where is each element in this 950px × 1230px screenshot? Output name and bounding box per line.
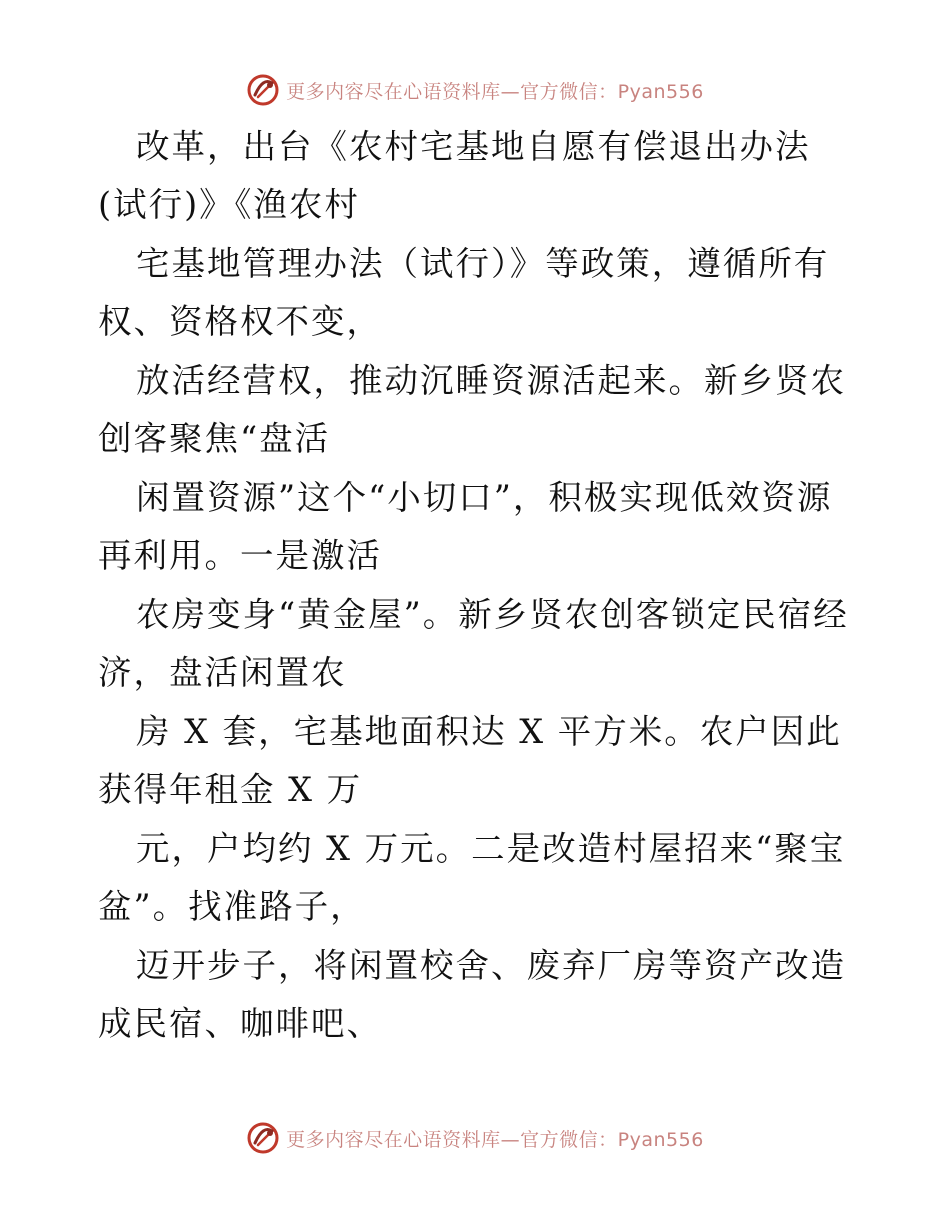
header-banner <box>0 70 950 110</box>
paragraph-3: 放活经营权，推动沉睡资源活起来。新乡贤农创客聚焦“盘活 <box>98 361 846 458</box>
paragraph-6: 房 X 套，宅基地面积达 X 平方米。农户因此获得年租金 X 万 <box>98 712 842 809</box>
paragraph-4: 闲置资源”这个“小切口”，积极实现低效资源再利用。一是激活 <box>98 478 833 575</box>
footer-banner <box>0 1118 950 1158</box>
header-banner-text: 更多内容尽在心语资料库—官方微信：Pyan556 <box>286 80 704 103</box>
paragraph-2: 宅基地管理办法（试行）》等政策，遵循所有权、资格权不变， <box>98 244 830 341</box>
paragraph-1: 改革，出台《农村宅基地自愿有偿退出办法(试行)》《渔农村 <box>98 127 811 224</box>
document-body <box>98 118 858 1054</box>
brand-logo-icon <box>246 73 280 107</box>
paragraph-8: 迈开步子，将闲置校舍、废弃厂房等资产改造成民宿、咖啡吧、 <box>98 946 846 1043</box>
paragraph-5: 农房变身“黄金屋”。新乡贤农创客锁定民宿经济，盘活闲置农 <box>98 595 849 692</box>
footer-banner-text: 更多内容尽在心语资料库—官方微信：Pyan556 <box>286 1128 704 1151</box>
paragraph-7: 元，户均约 X 万元。二是改造村屋招来“聚宝盆”。找准路子， <box>98 829 846 926</box>
brand-logo-icon <box>246 1121 280 1155</box>
